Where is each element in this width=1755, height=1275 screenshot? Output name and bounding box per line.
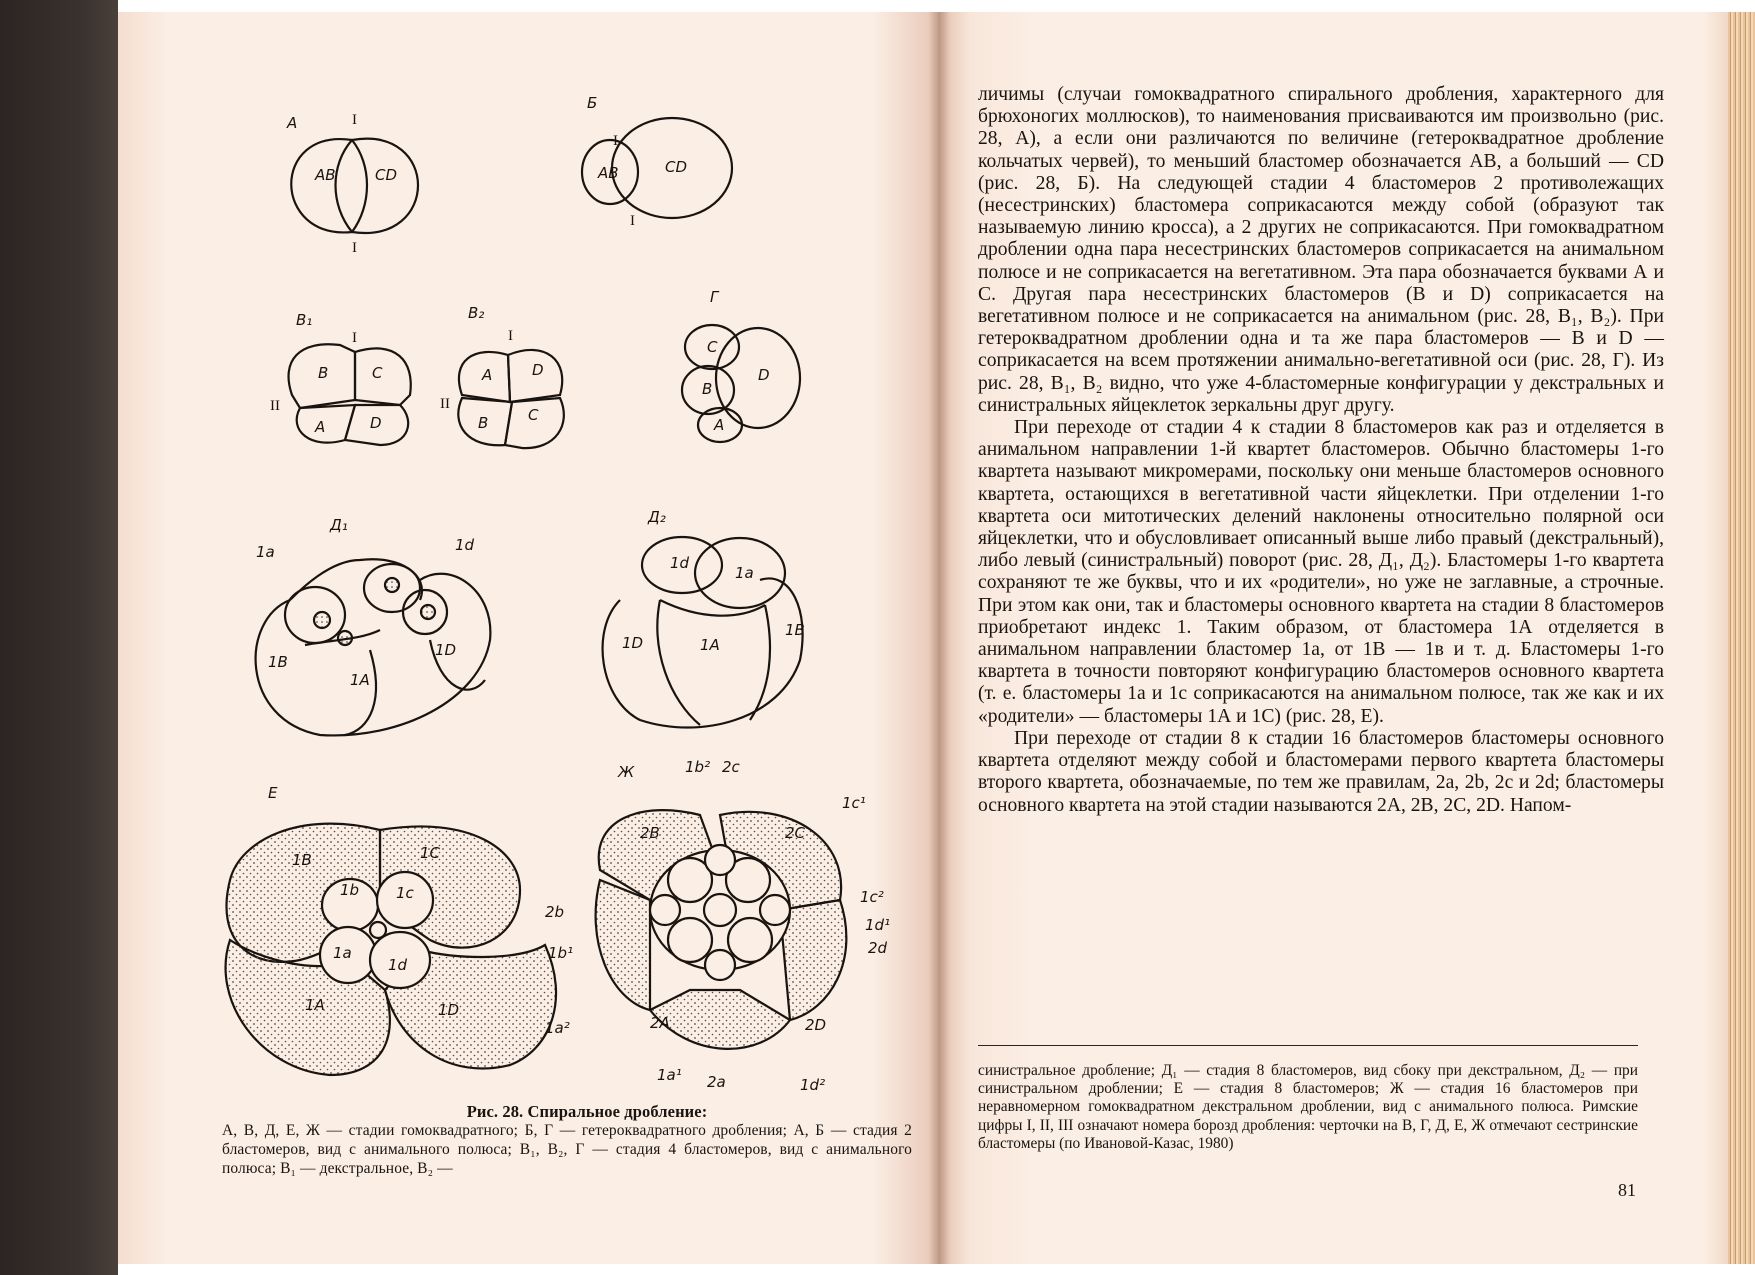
panel-d2-eight-cell: [603, 537, 803, 728]
cell-cd-a: CD: [375, 166, 398, 184]
cell-zh-1a2: 1a²: [545, 1019, 570, 1037]
cell-e-1c: 1C: [420, 844, 441, 862]
cell-d1-1d-big: 1D: [435, 641, 457, 659]
label-d2: Д₂: [648, 508, 666, 526]
cell-zh-1b1: 1b¹: [548, 944, 574, 962]
cell-d2-1a-big: 1A: [700, 636, 720, 654]
cell-v1-d: D: [370, 414, 382, 432]
cell-ab-a: АВ: [315, 166, 336, 184]
label-e: Е: [268, 784, 278, 802]
cell-zh-2b: 2b: [545, 903, 565, 921]
label-v2: В₂: [468, 304, 485, 322]
cell-v2-c: C: [528, 406, 539, 424]
cell-e-1c-small: 1c: [396, 884, 414, 902]
panel-v1-four-cell: [289, 344, 411, 445]
furrow-b-bottom: I: [630, 213, 635, 229]
panel-g-four-cell: [682, 325, 800, 442]
cell-d2-1d-big: 1D: [622, 634, 644, 652]
cell-zh-1d2: 1d²: [800, 1076, 826, 1094]
cell-g-c: C: [707, 338, 718, 356]
cell-e-1d: 1D: [438, 1001, 460, 1019]
cell-d1-1d: 1d: [455, 536, 475, 554]
cell-v1-c: C: [372, 364, 383, 382]
cell-e-1a-small: 1a: [333, 944, 352, 962]
cell-zh-2a: 2a: [707, 1073, 726, 1091]
furrow-a-bottom: I: [352, 240, 357, 256]
cell-v2-d: D: [532, 361, 544, 379]
label-g: Г: [710, 288, 719, 306]
cell-d1-1a: 1a: [256, 543, 275, 561]
cell-zh-1c1: 1c¹: [842, 794, 866, 812]
cell-g-d: D: [758, 366, 770, 384]
cell-v1-b: B: [318, 364, 329, 382]
cell-zh-2d: 2d: [868, 939, 888, 957]
furrow-b-top: I: [613, 133, 618, 149]
cell-v2-a: A: [482, 366, 493, 384]
figure-caption: [222, 1102, 912, 1178]
cell-zh-2c-big: 2C: [785, 824, 806, 842]
cell-ab-b: АВ: [598, 164, 619, 182]
page-number: 81: [1618, 1180, 1636, 1200]
cell-zh-1c2: 1c²: [860, 888, 884, 906]
cell-zh-1a1: 1a¹: [657, 1066, 682, 1084]
cell-e-1a: 1A: [305, 996, 325, 1014]
cell-g-a: A: [714, 416, 725, 434]
panel-zh-sixteen-cell: [596, 810, 847, 1049]
cell-zh-2c: 2c: [722, 758, 740, 776]
label-b: Б: [587, 94, 598, 112]
cell-zh-2b-big: 2B: [640, 824, 660, 842]
figure-caption-body: А, В, Д, Е, Ж — стадии гомоквадратного; Б, Г — гетероквадратного дробления; А, Б — стадия 2 бластомеров, вид с анимального полюса; В₁, В₂, Г — стадия 4 бластомеров, вид с анимального полюса; В₁ — декстральное, В₂ —: [222, 1122, 912, 1177]
cell-zh-1d1: 1d¹: [865, 916, 891, 934]
label-zh: Ж: [618, 763, 635, 781]
furrow-v2-i: I: [508, 328, 513, 344]
cell-cd-b: CD: [665, 158, 688, 176]
cell-e-1d-small: 1d: [388, 956, 408, 974]
cell-d2-1b-big: 1B: [785, 621, 805, 639]
cell-v1-a: A: [315, 418, 326, 436]
panel-a-two-cell: [291, 139, 418, 233]
label-d1: Д₁: [330, 516, 348, 534]
cell-v2-b: B: [478, 414, 489, 432]
footnote: синистральное дробление; Д₁ — стадия 8 бластомеров, вид сбоку при декстральном, Д₂ — при синистральном дроблении; Е — стадия 8 бластомеров; Ж — стадия 16 бластомеров при неравномерном гомоквадратном декстральном дроблении, вид с анимального полюса. Римские цифры I, II, III означают номера борозд дробления: черточки на В, Г, Д, Е, Ж отмечают сестринские бластомеры (по Ивановой-Казас, 1980): [978, 1062, 1638, 1152]
cell-zh-1b2: 1b²: [685, 758, 711, 776]
figure-caption-title: Рис. 28. Спиральное дробление:: [466, 1102, 708, 1121]
body-text: [978, 84, 1664, 817]
label-v1: В₁: [296, 311, 313, 329]
paragraph-1: личимы (случаи гомоквадратного спирального дробления, характерного для брюхоногих моллюсков), то наименования присваиваются им произвольно (рис. 28, А), а если они различаются по величине (гетероквадратное дробление кольчатых червей), то меньший бластомер обозначается АВ, а больший — CD (рис. 28, Б). На следующей стадии 4 бластомеров 2 противолежащих (несестринских) бластомера соприкасаются между собой (образуют так называемую линию кросса), а 2 других не соприкасаются. При гомоквадратном дроблении одна пара несестринских бластомеров соприкасается на анимальном полюсе и не соприкасается на вегетативном. Эта пара обозначается буквами А и С. Другая пара несестринских бластомеров (В и D) соприкасается на вегетативном полюсе и не соприкасается на анимальном (рис. 28, В₁, В₂). При гетероквадратном дроблении одна и та же пара бластомеров — В и D — соприкасается на всем протяжении анимально-вегетативной оси (рис. 28, Г). Из рис. 28, В₁, В₂ видно, что уже 4-бластомерные конфигурации у декстральных и синистральных яйцеклеток зеркальны друг другу.: [978, 84, 1664, 416]
panel-v2-four-cell: [458, 350, 564, 448]
footnote-rule: [978, 1045, 1638, 1046]
cell-d1-1a-big: 1A: [350, 671, 370, 689]
panel-e-eight-cell: [226, 824, 556, 1075]
cell-e-1b-small: 1b: [340, 881, 360, 899]
cell-d1-1b: 1B: [268, 653, 288, 671]
cell-zh-2d-big: 2D: [805, 1016, 827, 1034]
cell-e-1b: 1B: [292, 851, 312, 869]
furrow-v1-ii: II: [270, 398, 280, 414]
cell-d2-1d: 1d: [670, 554, 690, 572]
furrow-v1-i: I: [352, 330, 357, 346]
furrow-a-top: I: [352, 112, 357, 128]
cell-zh-2a-big: 2A: [650, 1014, 670, 1032]
cell-d2-1a: 1a: [735, 564, 754, 582]
paragraph-3: При переходе от стадии 8 к стадии 16 бластомеров бластомеры основного квартета отделяют между собой и бластомерами первого квартета бластомеры второго квартета, обозначаемые, по тем же правилам, 2а, 2b, 2с и 2d; бластомеры основного квартета на этой стадии называются 2А, 2В, 2С, 2D. Напом-: [978, 727, 1664, 816]
label-a: А: [287, 114, 298, 132]
furrow-v2-ii: II: [440, 396, 450, 412]
paragraph-2: При переходе от стадии 4 к стадии 8 бластомеров как раз и отделяется в анимальном направлении 1-й квартет бластомеров. Обычно бластомеры 1-го квартета называют микромерами, поскольку они меньше бластомеров основного квартета, остающихся в вегетативной части яйцеклетки. При отделении 1-го квартета оси митотических делений наклонены относительно полярной оси яйцеклетки, что и обусловливает описанный выше либо правый (декстральный), либо левый (синистральный) поворот (рис. 28, Д₁, Д₂). Бластомеры 1-го квартета сохраняют те же буквы, что и их «родители», но уже не заглавные, а строчные. При этом как они, так и бластомеры основного квартета на стадии 8 бластомеров приобретают индекс 1. Таким образом, от бластомера 1А отделяется в анимальном направлении бластомер 1а, от 1В — 1в и т. д. Бластомеры 1-го квартета в точности повторяют конфигурацию бластомеров основного квартета (т. е. бластомеры 1а и 1с соприкасаются на анимальном полюсе, так же как и их «родители» — бластомеры 1А и 1С) (рис. 28, Е).: [978, 417, 1664, 727]
cell-g-b: B: [702, 380, 713, 398]
